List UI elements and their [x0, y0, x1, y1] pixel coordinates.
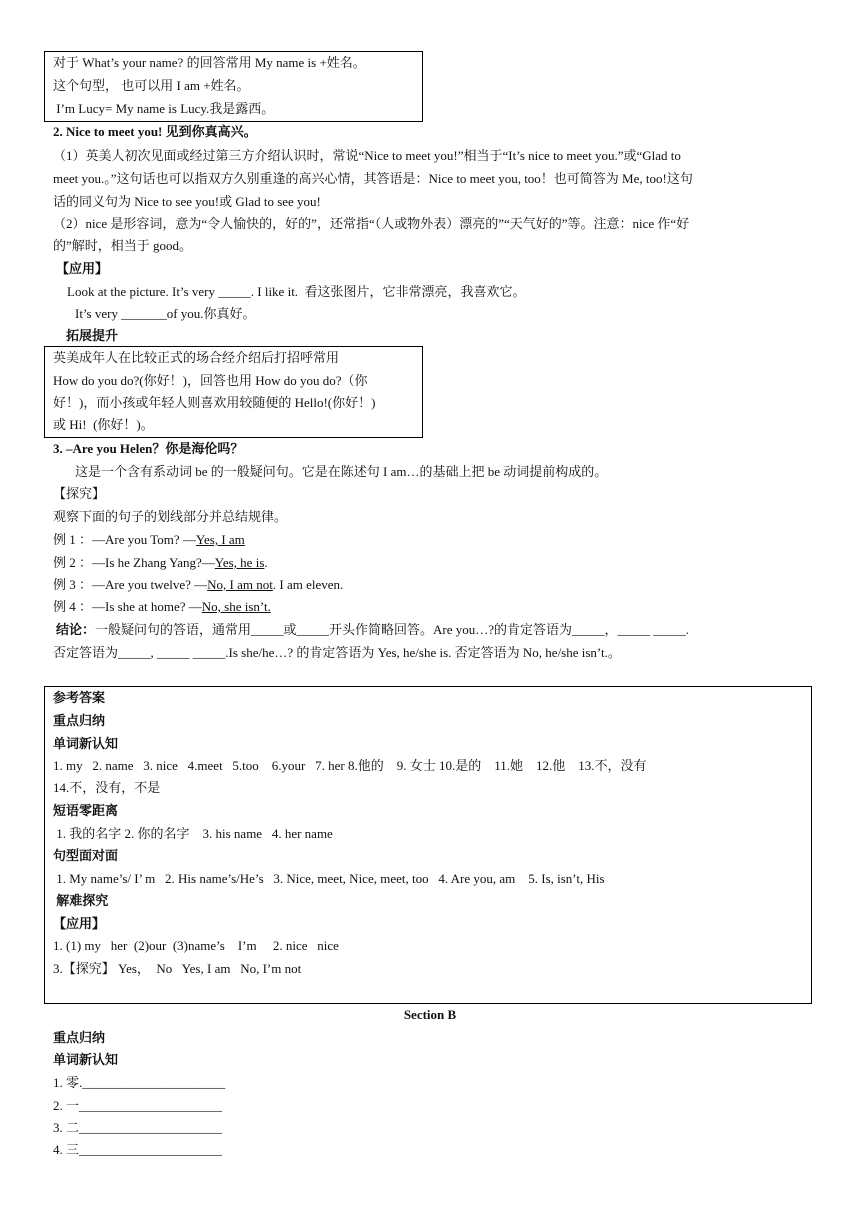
paragraph-line: 的”解时，相当于 good。	[53, 238, 193, 253]
extension-label: 拓展提升	[66, 328, 119, 343]
note-line: 这个句型， 也可以用 I am +姓名。	[53, 78, 250, 93]
answer-line: 1. (1) my her (2)our (3)name’s I’m 2. nice nice	[53, 938, 339, 953]
blank-item: 4. 三______________________	[53, 1142, 223, 1157]
answer-line: 1. 我的名字 2. 你的名字 3. his name 4. her name	[53, 826, 333, 841]
note-line: I’m Lucy= My name is Lucy.我是露西。	[53, 101, 275, 116]
answer-heading: 句型面对面	[53, 848, 119, 863]
section-heading: 重点归纳	[53, 1030, 106, 1045]
note-line: 对于 What’s your name? 的回答常用 My name is +姓名。	[53, 55, 366, 70]
answer-line: 14.不，没有，不是	[53, 780, 161, 795]
blank-item: 3. 二______________________	[53, 1120, 223, 1135]
apply-line: Look at the picture. It’s very _____. I like it. 看这张图片，它非常漂亮，我喜欢它。	[67, 284, 526, 299]
example-answer: No, I am not	[207, 577, 273, 592]
answer-heading: 短语零距离	[53, 803, 119, 818]
paragraph-line: 话的同义句为 Nice to see you!或 Glad to see you!	[53, 194, 321, 209]
example-line: 例 3 ：—Are you twelve? —No, I am not. I am eleven.	[53, 577, 344, 592]
note-line: 英美成年人在比较正式的场合经介绍后打招呼常用	[53, 350, 340, 365]
blank-item: 2. 一______________________	[53, 1098, 223, 1113]
section-heading: 单词新认知	[53, 1052, 119, 1067]
example-line: 例 4 ：—Is she at home? —No, she isn’t.	[53, 599, 271, 614]
conclusion-line: 否定答语为_____, _____ _____.Is she/he…? 的肯定答语为 Yes, he/she is. 否定答语为 No, he/she isn’t.。	[53, 645, 621, 660]
answer-heading: 【应用】	[53, 916, 106, 931]
apply-label: 【应用】	[56, 261, 109, 276]
section-heading: 2. Nice to meet you! 见到你真高兴。	[53, 124, 257, 139]
example-answer: Yes, I am	[195, 532, 245, 547]
paragraph-line: （1）英美人初次见面或经过第三方介绍认识时，常说“Nice to meet you!”相当于“It’s nice to meet you.”或“Glad to	[53, 148, 681, 163]
example-answer: No, she isn’t.	[201, 599, 271, 614]
paragraph-line: meet you.。”这句话也可以指双方久别重逢的高兴心情，其答语是：Nice to meet you, too！也可简答为 Me, too!这句	[53, 171, 693, 186]
answer-line: 1. my 2. name 3. nice 4.meet 5.too 6.your 7. her 8.他的 9. 女士 10.是的 11.她 12.他 13.不，没有	[53, 758, 647, 773]
answer-title: 参考答案	[53, 690, 106, 705]
paragraph-line: （2）nice 是形容词，意为“令人愉快的，好的”，还常指“（人或物外表）漂亮的”“天气好的”等。注意：nice 作“好	[53, 216, 690, 231]
answer-box	[44, 686, 812, 1004]
answer-line: 3.【探究】 Yes， No Yes, I am No, I’m not	[53, 961, 302, 976]
answer-line: 1. My name’s/ I’ m 2. His name’s/He’s 3. Nice, meet, Nice, meet, too 4. Are you, am 5. Is, isn’t, His	[53, 871, 605, 886]
conclusion-label: 结论：	[56, 622, 96, 637]
example-answer: Yes, he is	[214, 555, 265, 570]
note-line: 或 Hi! (你好！)。	[53, 417, 154, 432]
answer-heading: 单词新认知	[53, 736, 119, 751]
explore-label: 【探究】	[53, 486, 106, 501]
paragraph-line: 这是一个含有系动词 be 的一般疑问句。它是在陈述句 I am…的基础上把 be 动词提前构成的。	[75, 464, 608, 479]
example-line: 例 2 ：—Is he Zhang Yang?—Yes, he is.	[53, 555, 268, 570]
note-line: 好！)，而小孩或年轻人则喜欢用较随便的 Hello!(你好！)	[53, 395, 376, 410]
example-line: 例 1 ：—Are you Tom? —Yes, I am	[53, 532, 245, 547]
apply-line: It’s very _______of you.你真好。	[75, 306, 256, 321]
section-heading: 3. –Are you Helen？你是海伦吗？	[53, 441, 244, 456]
answer-heading: 解难探究	[53, 893, 109, 908]
paragraph-line: 观察下面的句子的划线部分并总结规律。	[53, 509, 288, 524]
section-title: Section B	[403, 1007, 457, 1022]
note-line: How do you do?(你好！)，回答也用 How do you do?（你	[53, 373, 368, 388]
conclusion-line: 结论：一般疑问句的答语，通常用_____或_____开头作简略回答。Are you…?的肯定答语为_____，_____ _____.	[56, 622, 690, 637]
answer-heading: 重点归纳	[53, 713, 106, 728]
blank-item: 1. 零.______________________	[53, 1075, 226, 1090]
